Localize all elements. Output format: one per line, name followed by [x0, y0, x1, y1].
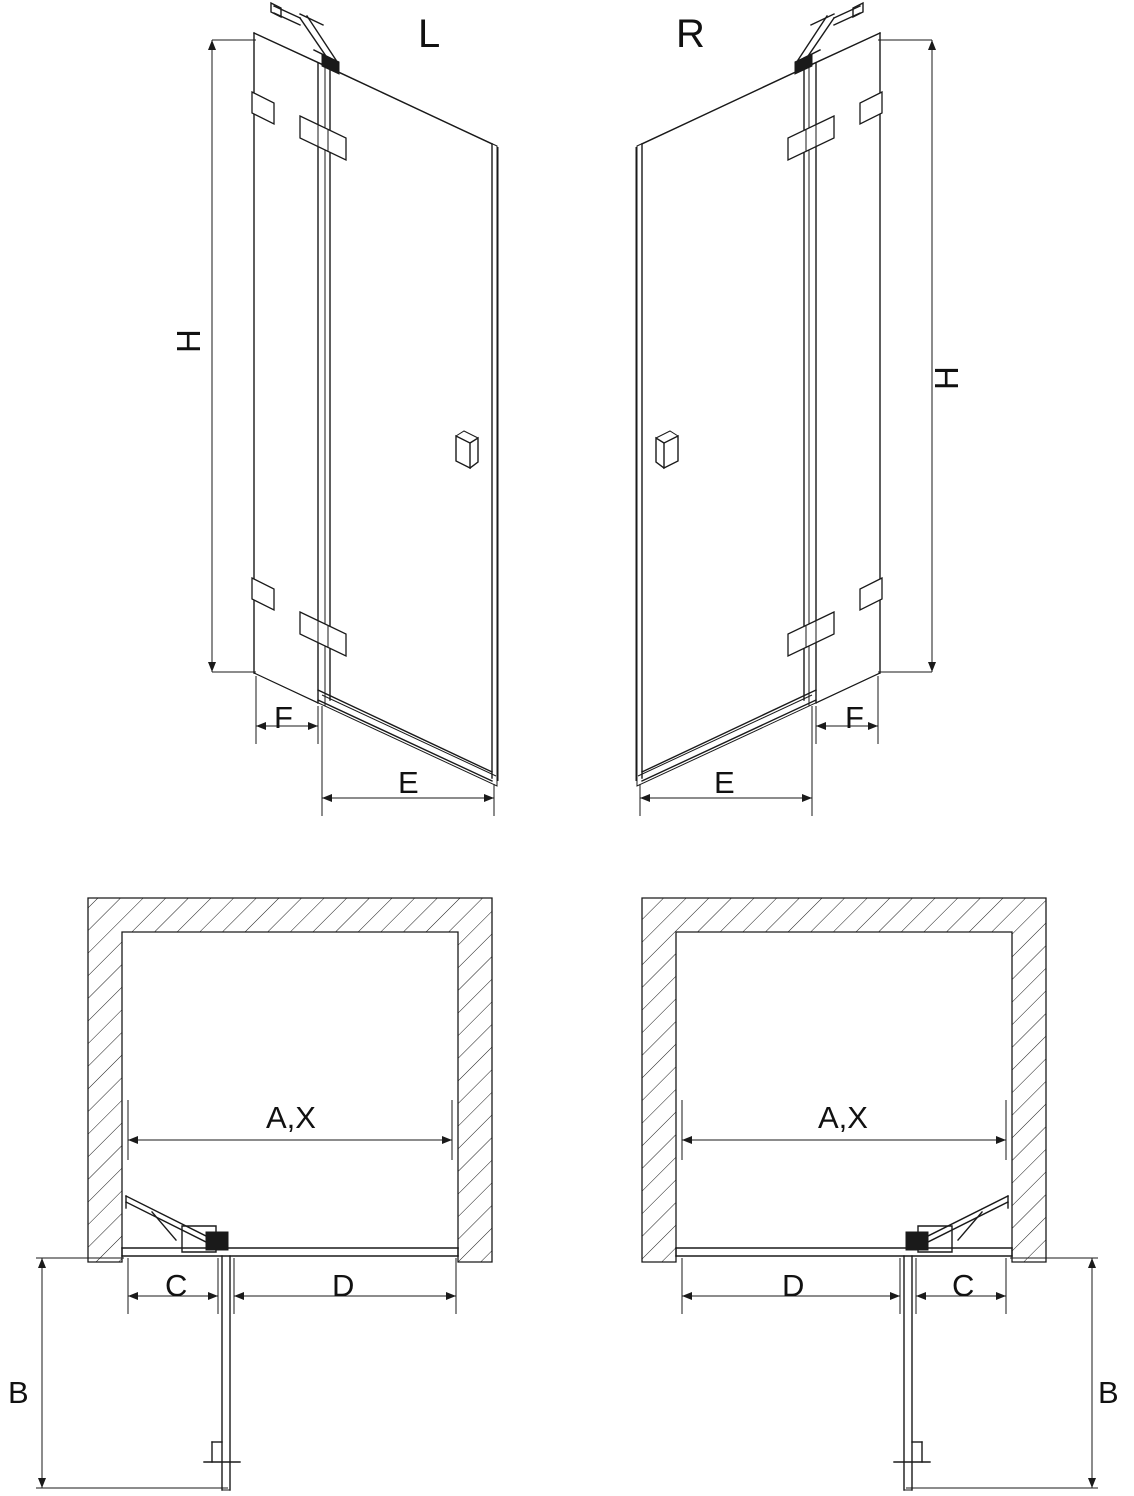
wall-bracket-top [860, 92, 882, 124]
hinge-arm-top-right [795, 3, 863, 74]
dim-label-width-left: A,X [266, 1100, 316, 1135]
dimension-height-left [212, 40, 256, 672]
dimension-depth-right [906, 1258, 1098, 1488]
dim-label-height-left: H [170, 329, 207, 353]
dim-label-plan-fixed-left: C [165, 1268, 188, 1303]
hinge-arm-top-left [271, 3, 339, 74]
hinge-top [788, 116, 834, 160]
door-handle-left-view [456, 431, 478, 468]
plan-view-left [36, 898, 492, 1490]
dim-label-door-right: E [714, 765, 735, 800]
dim-label-fixed-right: F [845, 700, 864, 735]
dim-label-plan-fixed-right: C [952, 1268, 975, 1303]
elevation-view-right [636, 3, 932, 816]
dim-label-door-left: E [398, 765, 419, 800]
variant-label-left: L [418, 12, 441, 56]
dim-label-plan-door-left: D [332, 1268, 355, 1303]
wall-bracket-top [252, 92, 274, 124]
dim-label-width-right: A,X [818, 1100, 868, 1135]
dim-label-height-right: H [928, 366, 965, 390]
plan-view-right [642, 898, 1098, 1490]
hinge-plan-left [126, 1196, 228, 1252]
hinge-top [300, 116, 346, 160]
hinge-plan-right [906, 1196, 1008, 1252]
elevation-view-left [212, 3, 498, 816]
hinge-bottom [788, 612, 834, 656]
dimension-height-right [878, 40, 932, 672]
wall-bracket-bottom [860, 578, 882, 610]
variant-label-right: R [676, 12, 705, 56]
hinge-bottom [300, 612, 346, 656]
dim-label-plan-door-right: D [782, 1268, 805, 1303]
wall-bracket-bottom [252, 578, 274, 610]
door-handle-right-view [656, 431, 678, 468]
dimension-depth-left [36, 1258, 228, 1488]
dim-label-depth-left: B [8, 1375, 29, 1410]
dim-label-depth-right: B [1098, 1375, 1119, 1410]
dim-label-fixed-left: F [274, 700, 293, 735]
